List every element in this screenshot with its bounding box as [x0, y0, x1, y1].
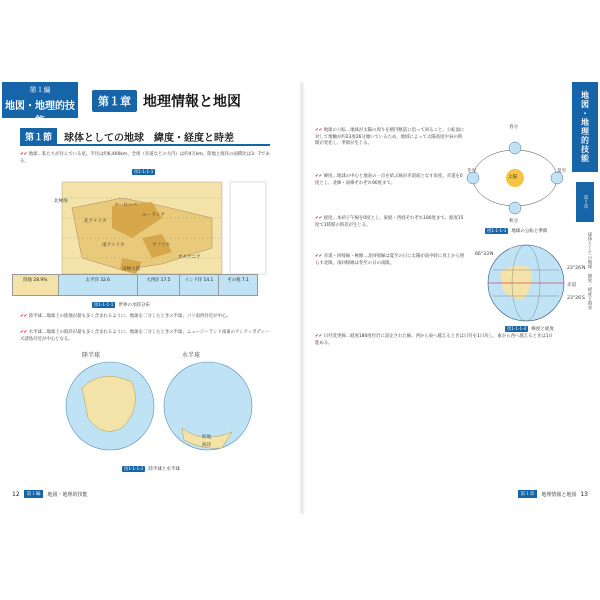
right-page: [305, 82, 598, 514]
summary-table: [12, 274, 258, 296]
check-icon: ✔✔: [20, 152, 28, 157]
label-lat-23n: 23°26′N: [567, 266, 586, 271]
fig2-caption: [122, 466, 180, 472]
label-spring: 春分: [509, 125, 519, 130]
label-autumn: 秋分: [509, 219, 519, 224]
left-page: [2, 82, 299, 514]
paragraph-earth: [20, 152, 270, 165]
check-icon: ✔✔: [20, 330, 28, 335]
side-subtab[interactable]: 第１章: [576, 182, 594, 222]
label-arctic: 北極海: [54, 199, 68, 204]
paragraph-land-hemisphere: [20, 314, 270, 321]
rp-para1-text: 地球の公転…地球が太陽の周りを楕円軌道に沿って回ること。公転面に対して地軸が約23度26分傾いているため、地域によって太陽高度や昼の時間が変化し、季節が生じる。: [315, 128, 465, 147]
side-tab[interactable]: 地図・地理的技能: [572, 82, 598, 172]
rp-para4-text: 赤道・回帰線・極圏…北回帰線は夏至の日に太陽が南中時に真上から照らす北限。南回帰線は冬至の日の南限。: [315, 254, 465, 266]
page-number-right: 13: [580, 490, 588, 498]
fig1-tag: 図1-1-1-1: [134, 169, 154, 174]
section-badge: 第１節: [20, 128, 57, 145]
label-sun: 太陽: [508, 175, 518, 180]
check-icon: ✔✔: [315, 128, 323, 133]
fig1-caption-top: [132, 169, 155, 175]
check-icon: ✔✔: [20, 314, 28, 319]
footer-text-left: 地図・地理的技能: [47, 491, 88, 498]
earth-spring: [509, 142, 521, 154]
label-lat-66n: 66°33′N: [475, 252, 494, 257]
chapter-badge: 第１章: [92, 90, 137, 112]
label-summer: 夏至: [557, 169, 567, 174]
para1-text: 地球…私たちが住んでいる星。半径は約6,400km、全周（赤道などの大円）は約4万km。陸地と海洋の面積比は3：7である。: [20, 152, 270, 164]
part-ribbon: [2, 82, 78, 127]
section-title: 球体としての地球 緯度・経度と時差: [64, 132, 235, 144]
paragraph-revolution: [315, 128, 465, 148]
fig3-caption: [485, 228, 547, 234]
paragraph-tropics: [315, 254, 465, 267]
hemisphere-globes: [62, 358, 272, 458]
lat-long-globe: [485, 242, 567, 324]
label-oceania: オセアニア: [178, 255, 201, 260]
footer-badge-right: 第１章: [518, 490, 538, 498]
label-samerica: 南アメリカ: [102, 243, 125, 248]
ribbon-part: 第１編: [29, 86, 51, 94]
fig1-caption-text: 世界の水陸分布: [118, 303, 150, 308]
para2-text: 陸半球…地球上の陸地が最も多く含まれるように、地球を二分したときの半球。パリ南西付近が中心。: [28, 314, 231, 319]
fig3-caption-tag: 図1-1-1-3: [487, 228, 507, 233]
check-icon: ✔✔: [315, 174, 323, 179]
label-winter: 冬至: [467, 169, 477, 174]
fig4-caption-tag: 図1-1-1-4: [507, 326, 527, 331]
check-icon: ✔✔: [315, 334, 323, 339]
paragraph-longitude: [315, 216, 465, 229]
footer-badge-left: 第１編: [24, 490, 44, 498]
scale-column: [230, 182, 266, 274]
fig2-caption-tag: 図1-1-1-2: [124, 466, 144, 471]
fig2-caption-text: 陸半球と水半球: [148, 467, 180, 472]
paragraph-water-hemisphere: [20, 330, 270, 343]
paragraph-dateline: [315, 334, 555, 347]
label-africa: アフリカ: [152, 243, 171, 248]
rp-para2-text: 緯度…地球の中心と地表の一点を結ぶ線が赤道面となす角度。赤道を0度とし、北緯・南緯それぞれ90度まで。: [315, 174, 463, 186]
summary-cell-indian: インド洋 14.1: [180, 275, 220, 295]
fig4-caption-text: 緯度と経度: [531, 327, 554, 332]
label-namerica: 北アメリカ: [84, 219, 107, 224]
water-hemisphere-title: 水半球: [182, 352, 201, 359]
check-icon: ✔✔: [315, 216, 323, 221]
label-antarctica: 南極大陸: [122, 267, 141, 272]
label-eurasia: ユーラシア: [142, 213, 165, 218]
left-footer: [12, 490, 87, 498]
rp-para3-text: 経度…本初子午線を0度とし、東経・西経それぞれ180度まで。経度15度で1時間の時差が生じる。: [315, 216, 464, 228]
legend-land: 陸地: [202, 435, 212, 440]
footer-text-right: 地理情報と地図: [541, 491, 577, 498]
chapter-title: 地理情報と地図: [143, 94, 241, 110]
label-lat-23s: 23°26′S: [567, 296, 585, 301]
side-text: 球体としての地球 緯度・経度と時差: [587, 232, 592, 311]
page-number-left: 12: [12, 490, 20, 498]
land-hemisphere-title: 陸半球: [82, 352, 101, 359]
summary-cell-other: その他 7.1: [219, 275, 257, 295]
check-icon: ✔✔: [315, 254, 323, 259]
book-spread: [2, 82, 598, 514]
summary-cell-land: 陸地 28.9%: [13, 275, 59, 295]
paragraph-latitude: [315, 174, 465, 187]
right-footer: [518, 490, 588, 498]
fig4-caption: [505, 326, 554, 332]
earth-autumn: [509, 202, 521, 214]
fig3-caption-text: 地球の公転と季節: [511, 229, 548, 234]
fig1-caption-tag: 図1-1-1-1: [94, 302, 114, 307]
label-equator: 赤道: [567, 283, 577, 288]
label-europe: ヨーロッパ: [114, 203, 137, 208]
section-header: [20, 128, 270, 146]
fig1-caption: [92, 302, 150, 308]
rp-para5-text: 日付変更線…経度180度付近に設定された線。西から東へ越えるときは日付を1日戻し、東から西へ越えるときは1日進める。: [315, 334, 553, 346]
summary-cell-atlantic: 大西洋 17.5: [138, 275, 180, 295]
ribbon-title: 地図・地理的技能: [5, 101, 75, 127]
summary-cell-pacific: 太平洋 32.6: [59, 275, 138, 295]
para3-text: 水半球…地球上の海洋が最も多く含まれるように、地球を二分したときの半球。ニュージーランド南東のアンティポディーズ諸島付近が中心となる。: [20, 330, 270, 342]
legend-sea: 海洋: [202, 443, 212, 448]
chapter-header: [92, 90, 241, 112]
